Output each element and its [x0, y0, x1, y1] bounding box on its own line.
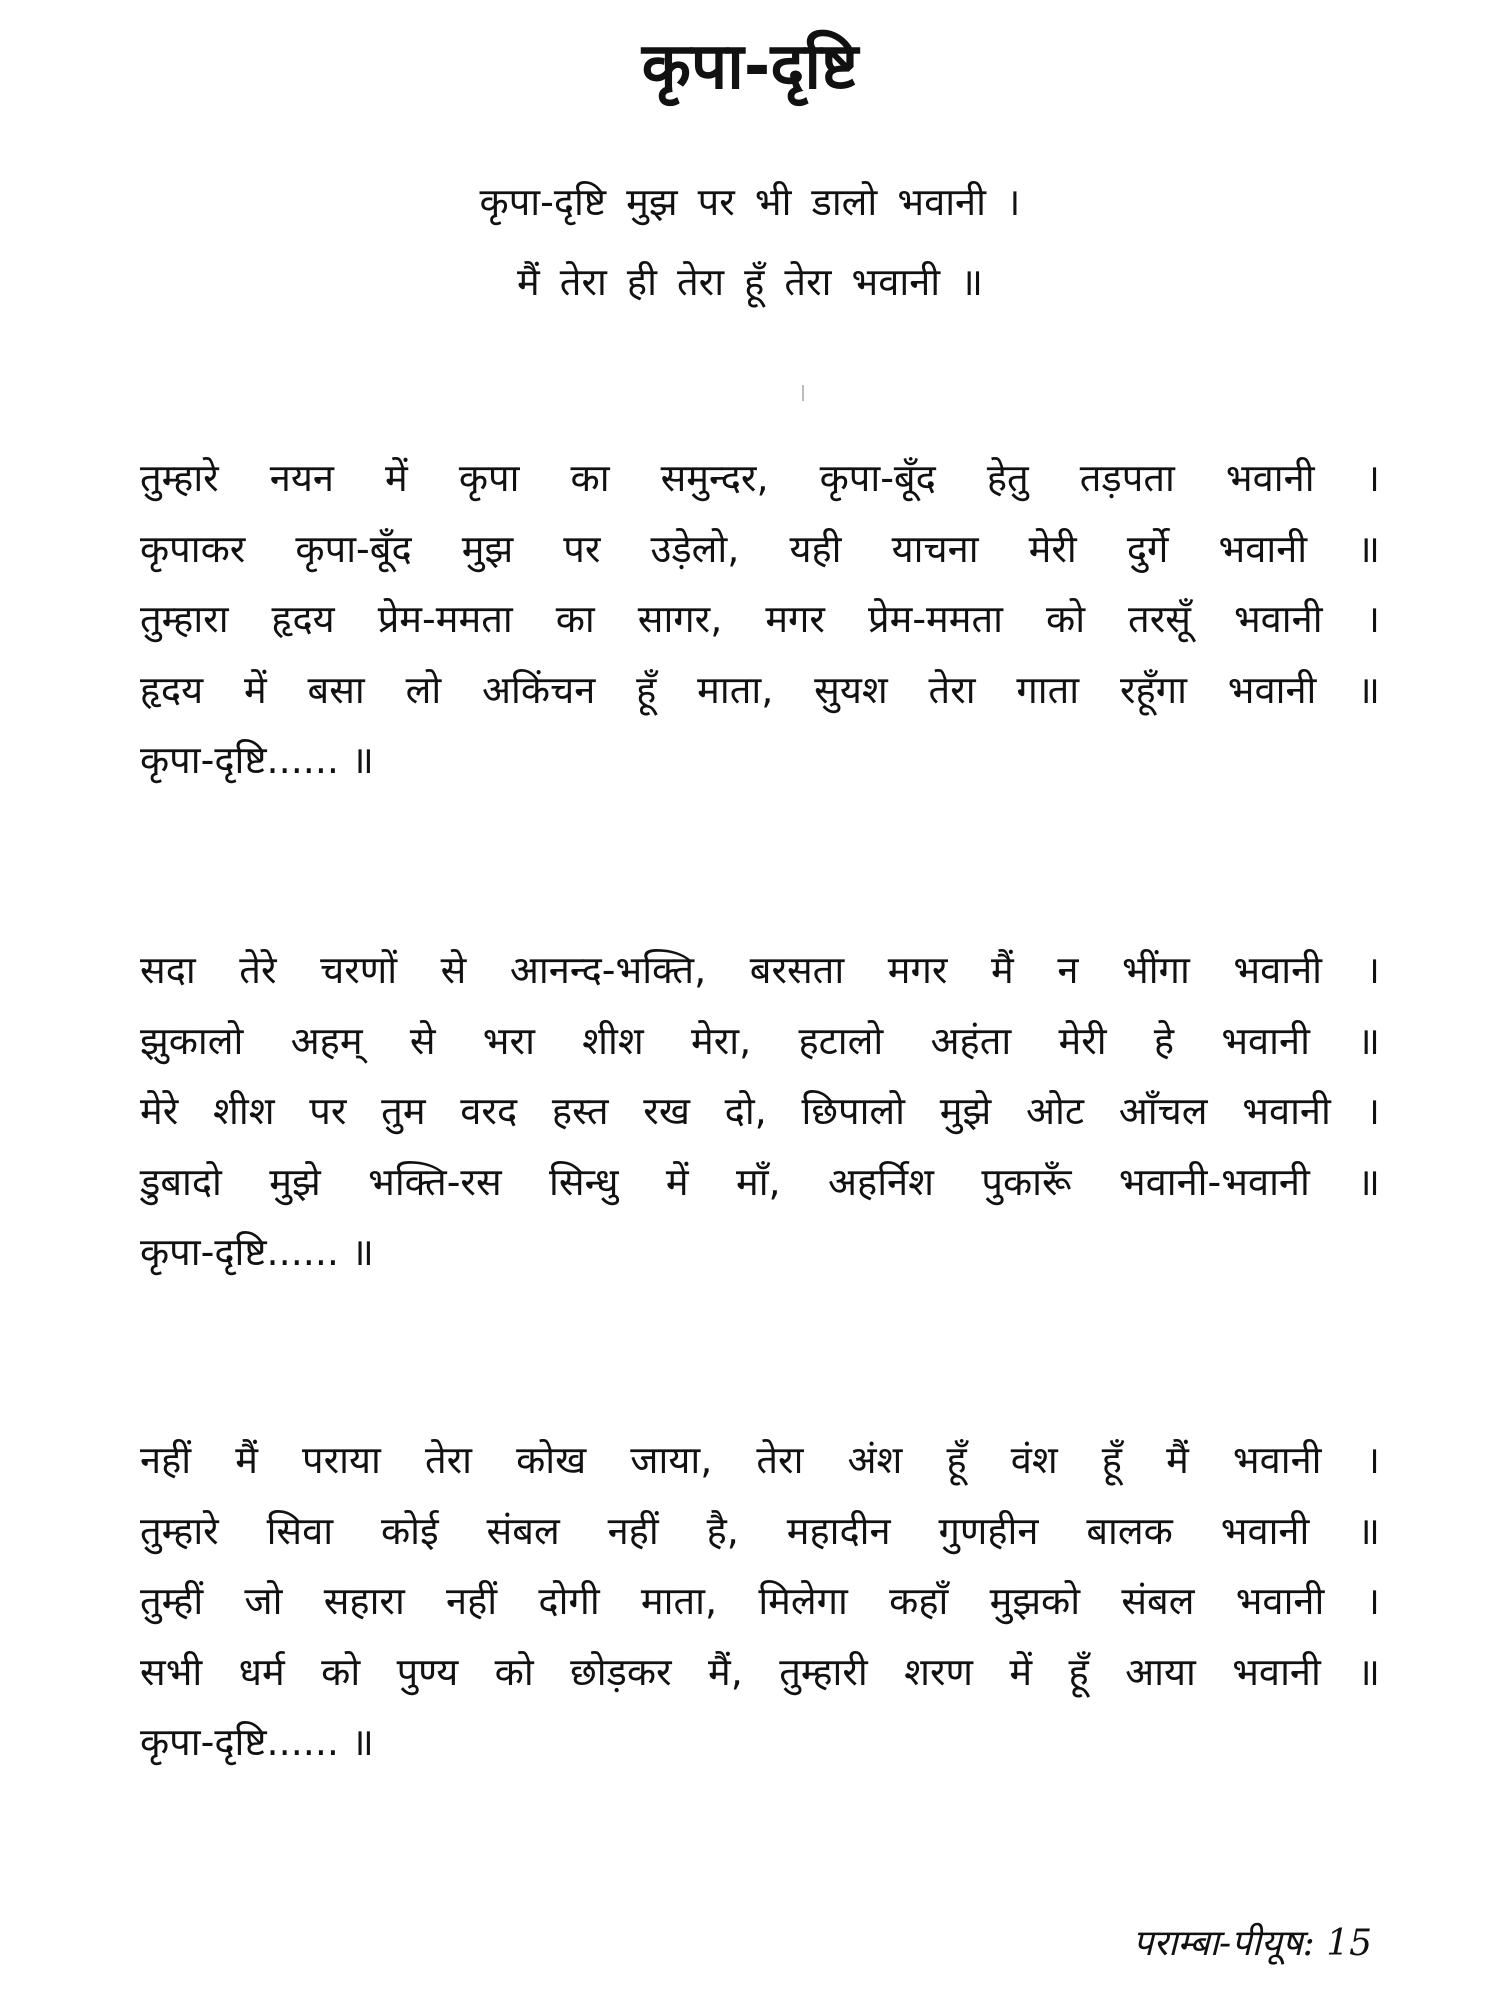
refrain-line: मैं तेरा ही तेरा हूँ तेरा भवानी ॥ — [517, 260, 983, 304]
verse-line: झुकालो अहम् से भरा शीश मेरा, हटालो अहंता मेरी हे भवानी ॥ — [140, 1018, 1380, 1063]
verse-line: सदा तेरे चरणों से आनन्द-भक्ति, बरसता मगर मैं न भींगा भवानी । — [140, 948, 1380, 992]
refrain-line: कृपा-दृष्टि मुझ पर भी डालो भवानी । — [479, 180, 1021, 224]
verse-line: मेरे शीश पर तुम वरद हस्त रख दो, छिपालो मुझे ओट आँचल भवानी । — [140, 1089, 1380, 1133]
refrain — [0, 162, 1500, 322]
stanza-1 — [140, 443, 1380, 796]
refrain-reference: कृपा-दृष्टि...... ॥ — [140, 1230, 374, 1274]
page-footer — [1133, 1922, 1372, 1966]
verse-line: डुबादो मुझे भक्ति-रस सिन्धु में माँ, अहर्निश पुकारूँ भवानी-भवानी ॥ — [140, 1159, 1380, 1204]
verse-line: तुम्हारे सिवा कोई संबल नहीं है, महादीन गुणहीन बालक भवानी ॥ — [140, 1508, 1380, 1553]
refrain-reference: कृपा-दृष्टि...... ॥ — [140, 1720, 374, 1764]
verse-line: तुम्हारा हृदय प्रेम-ममता का सागर, मगर प्रेम-ममता को तरसूँ भवानी । — [140, 597, 1380, 641]
scan-speck — [802, 385, 804, 401]
verse-line: हृदय में बसा लो अकिंचन हूँ माता, सुयश तेरा गाता रहूँगा भवानी ॥ — [140, 667, 1380, 712]
stanza-2 — [140, 935, 1380, 1288]
verse-line: तुम्हीं जो सहारा नहीं दोगी माता, मिलेगा कहाँ मुझको संबल भवानी । — [140, 1579, 1380, 1623]
book-title: पराम्बा-पीयूष: — [1132, 1923, 1315, 1964]
page-title: कृपा-दृष्टि — [641, 30, 859, 104]
verse-line: कृपाकर कृपा-बूँद मुझ पर उड़ेलो, यही याचना मेरी दुर्गे भवानी ॥ — [140, 526, 1380, 571]
page-number: 15 — [1326, 1923, 1372, 1964]
verse-line: नहीं मैं पराया तेरा कोख जाया, तेरा अंश हूँ वंश हूँ मैं भवानी । — [140, 1438, 1380, 1482]
stanza-3 — [140, 1425, 1380, 1778]
verse-line: तुम्हारे नयन में कृपा का समुन्दर, कृपा-बूँद हेतु तड़पता भवानी । — [140, 456, 1380, 500]
verse-line: सभी धर्म को पुण्य को छोड़कर मैं, तुम्हारी शरण में हूँ आया भवानी ॥ — [140, 1649, 1380, 1694]
refrain-reference: कृपा-दृष्टि...... ॥ — [140, 738, 374, 782]
